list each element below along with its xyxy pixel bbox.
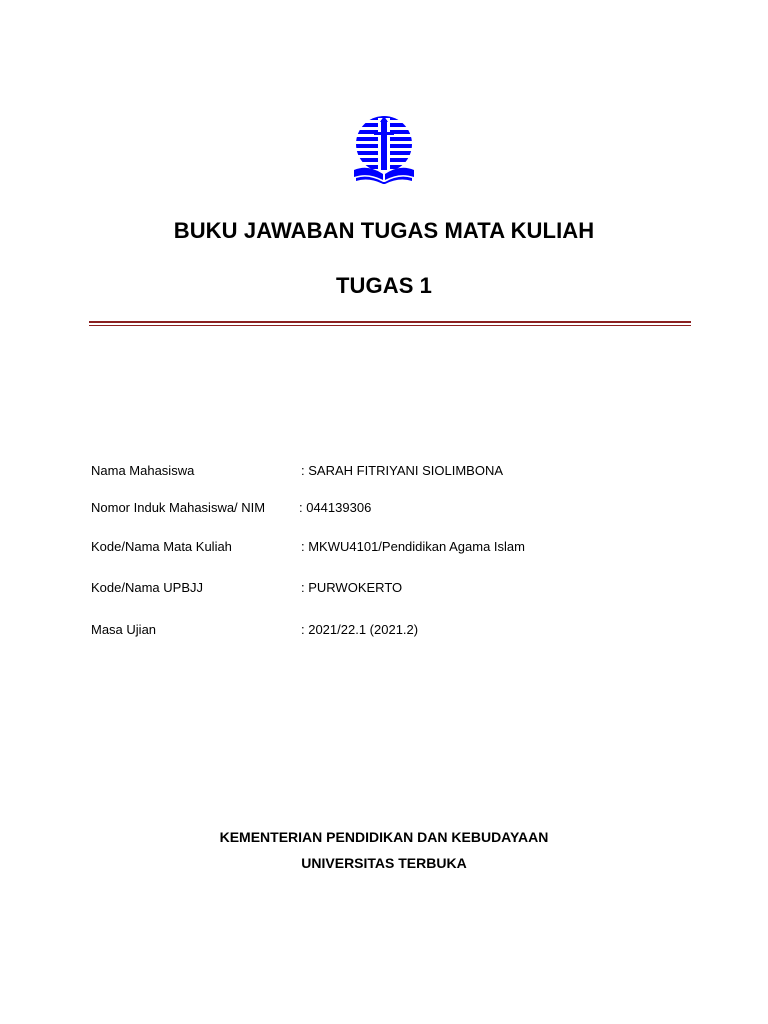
info-value: : SARAH FITRIYANI SIOLIMBONA [301,463,504,478]
document-title: BUKU JAWABAN TUGAS MATA KULIAH [173,218,595,243]
info-row-course [91,539,691,557]
info-label: Masa Ujian [91,622,157,637]
info-label: Kode/Nama UPBJJ [91,580,203,595]
info-label: Nomor Induk Mahasiswa/ NIM [91,500,266,515]
info-value: : 2021/22.1 (2021.2) [301,622,419,637]
university-name: UNIVERSITAS TERBUKA [301,855,467,871]
info-value: : PURWOKERTO [301,580,403,595]
info-row-nim [91,500,691,518]
info-value: : 044139306 [299,500,372,515]
info-row-upbjj [91,580,691,598]
info-label: Nama Mahasiswa [91,463,195,478]
universitas-terbuka-logo-icon [350,114,418,184]
info-row-exam-period [91,622,691,640]
divider-thin [89,325,691,326]
info-label: Kode/Nama Mata Kuliah [91,539,232,554]
info-value: : MKWU4101/Pendidikan Agama Islam [301,539,525,554]
assignment-number: TUGAS 1 [335,273,433,298]
ministry-name: KEMENTERIAN PENDIDIKAN DAN KEBUDAYAAN [219,829,549,845]
divider-thick [89,321,691,323]
info-row-name [91,463,691,481]
